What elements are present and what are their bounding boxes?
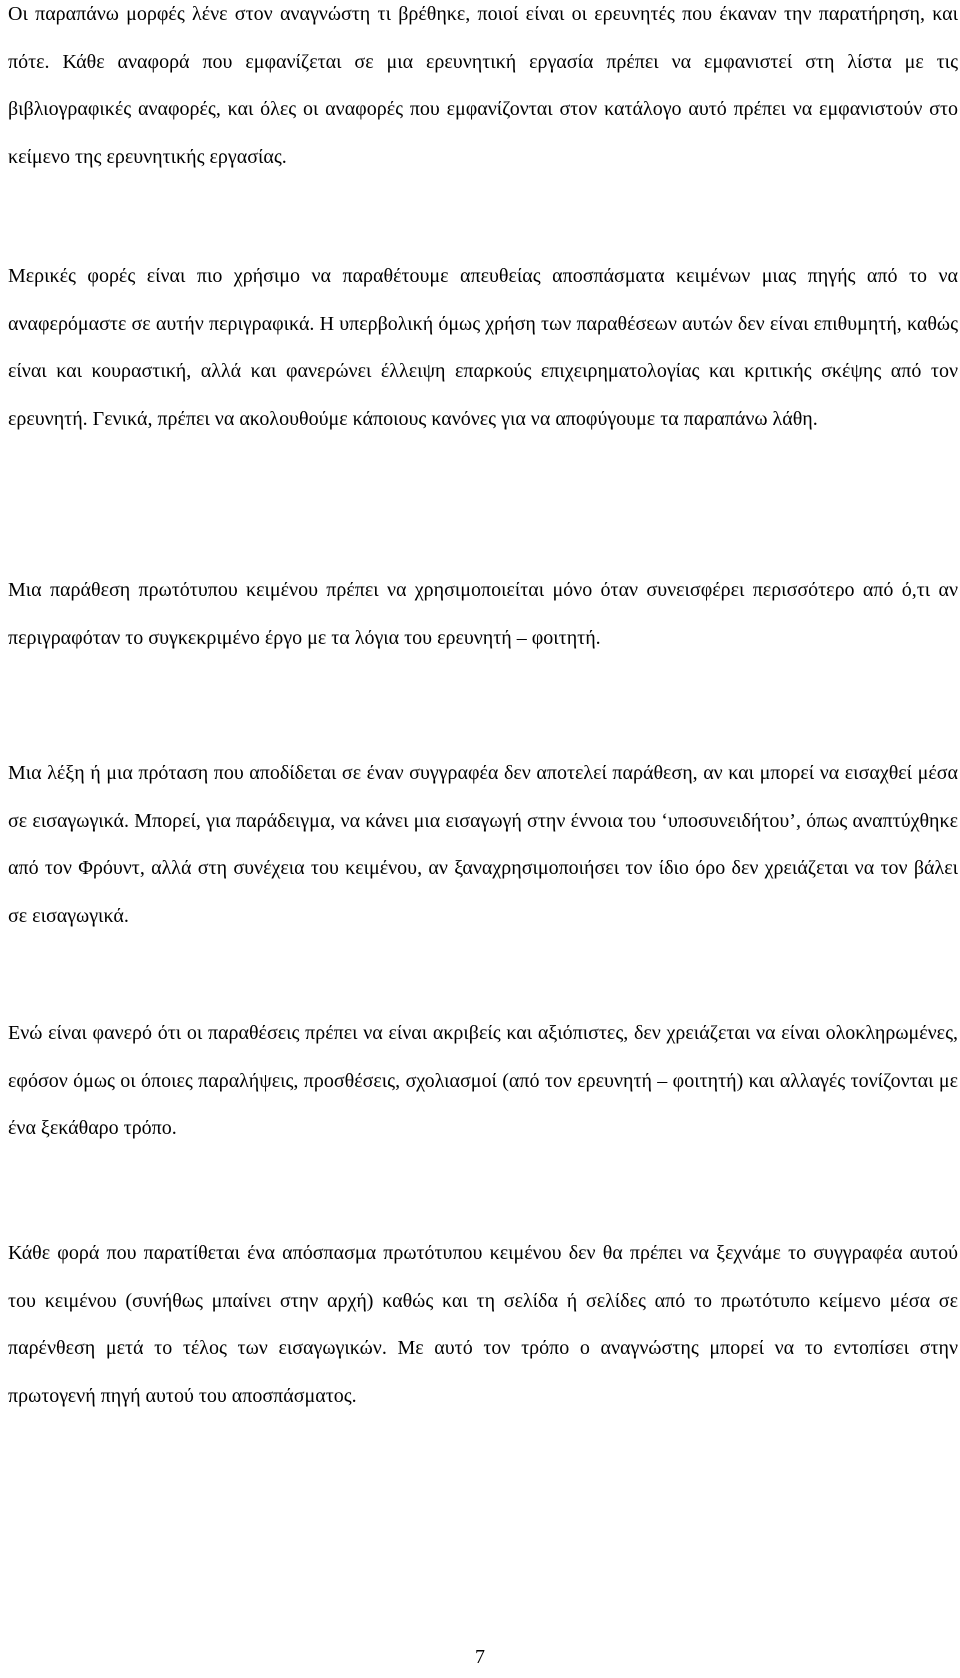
paragraph-1: Οι παραπάνω μορφές λένε στον αναγνώστη τι βρέθηκε, ποιοί είναι οι ερευνητές που έκαναν την παρατήρηση, και πότε. Κάθε αναφορά που εμφανίζεται σε μια ερευνητική εργασία πρέπει να εμφανιστεί στη λίστα με τις βιβλιογραφικές αναφορές, και όλες οι αναφορές που εμφανίζονται στον κατάλογο αυτό πρέπει να εμφανιστούν στο κείμενο της ερευνητικής εργασίας.: [8, 3, 958, 168]
page-number: 7: [475, 1646, 485, 1668]
paragraph-2: Μερικές φορές είναι πιο χρήσιμο να παραθέτουμε απευθείας αποσπάσματα κειμένων μιας πηγής από το να αναφερόμαστε σε αυτήν περιγραφικά. Η υπερβολική όμως χρήση των παραθέσεων αυτών δεν είναι επιθυμητή, καθώς είναι και κουραστική, αλλά και φανερώνει έλλειψη επαρκούς επιχειρηματολογίας και κριτικής σκέψης από τον ερευνητή. Γενικά, πρέπει να ακολουθούμε κάποιους κανόνες για να αποφύγουμε τα παραπάνω λάθη.: [8, 265, 958, 430]
paragraph-6: Κάθε φορά που παρατίθεται ένα απόσπασμα πρωτότυπου κειμένου δεν θα πρέπει να ξεχνάμε το συγγραφέα αυτού του κειμένου (συνήθως μπαίνει στην αρχή) καθώς και τη σελίδα ή σελίδες από το πρωτότυπο κείμενο μέσα σε παρένθεση μετά το τέλος των εισαγωγικών. Με αυτό τον τρόπο ο αναγνώστης μπορεί να το εντοπίσει στην πρωτογενή πηγή αυτού του αποσπάσματος.: [8, 1242, 958, 1407]
paragraph-3: Μια παράθεση πρωτότυπου κειμένου πρέπει να χρησιμοποιείται μόνο όταν συνεισφέρει περισσότερο από ό,τι αν περιγραφόταν το συγκεκριμένο έργο με τα λόγια του ερευνητή – φοιτητή.: [8, 579, 958, 649]
paragraph-5: Ενώ είναι φανερό ότι οι παραθέσεις πρέπει να είναι ακριβείς και αξιόπιστες, δεν χρειάζεται να είναι ολοκληρωμένες, εφόσον όμως οι όποιες παραλήψεις, προσθέσεις, σχολιασμοί (από τον ερευνητή – φοιτητή) και αλλαγές τονίζονται με ένα ξεκάθαρο τρόπο.: [8, 1022, 958, 1139]
paragraph-4: Μια λέξη ή μια πρόταση που αποδίδεται σε έναν συγγραφέα δεν αποτελεί παράθεση, αν και μπορεί να εισαχθεί μέσα σε εισαγωγικά. Μπορεί, για παράδειγμα, να κάνει μια εισαγωγή στην έννοια του ‘υποσυνειδήτου’, όπως αναπτύχθηκε από τον Φρόυντ, αλλά στη συνέχεια του κειμένου, αν ξαναχρησιμοποιήσει τον ίδιο όρο δεν χρειάζεται να τον βάλει σε εισαγωγικά.: [8, 762, 958, 927]
